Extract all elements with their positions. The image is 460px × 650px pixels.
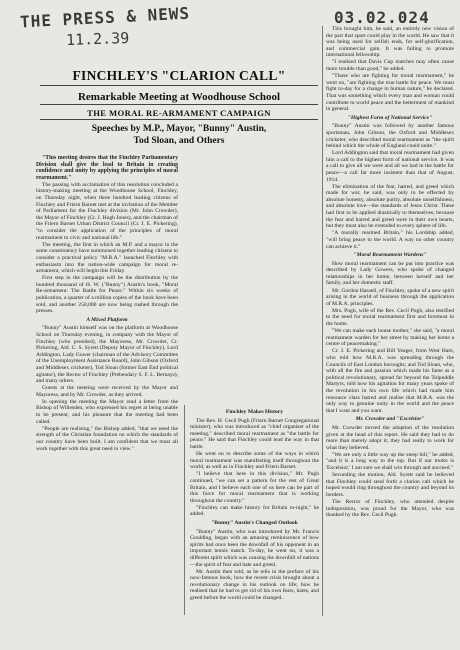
subheading-wardens: "Moral Rearmament Wardens" [353, 252, 427, 259]
paragraph: This brought him, he said, an entirely new vision of the part that sport could play in the world. He saw that it was being used for selfish ends, for self-glorification, and commercial gain. It was failing to promote international fellowship. [326, 26, 454, 59]
handwritten-paper-name: THE PRESS & NEWS [19, 3, 191, 32]
article-column-2 [190, 407, 319, 612]
headline-rule [40, 119, 318, 120]
paragraph: Cr. J. E. Pickering and Bill Yeager, from West Ham, who told how M.R.A. was spreading through the Councils of East London boroughs; and Tod Sloan, who, with all the fire and passion which made his fame as a political revolutionary, spread far beyond the Tolpuddle Martyrs, told how his agitation for many years spoke of the revolution in his own life which had made him renounce class hatred and realise that M.R.A. was the only way to genuine unity in the world and the peace that I want and you want. [326, 348, 454, 414]
paragraph: Lord Addington said that moral rearmament had given him a call to the highest form of national service. It was a call to give all we were and all we had in the battle for peace—a call far more insistent than that of August, 1914. [326, 150, 454, 183]
article-column-3 [326, 26, 454, 616]
paragraph: "Bunny" Austin, who was introduced by Mr. Francis Goulding, began with an amusing reminiscence of how spirits had once been the downfall of his opponent in an important tennis match. To-day, he went on, it was a different spirit which was causing the downfall of nations—the spirit of fear and hate and greed. [190, 528, 319, 568]
article-headline: FINCHLEY'S "CLARION CALL" [72, 68, 286, 83]
paragraph: "We are only a little way up the steep hill," he added, "and it is a long way to the top. But if our motto is 'Excelsior,' I am sure we shall win through and succeed." [326, 451, 454, 471]
paragraph: First step in the campaign will be the distribution by the hundred thousand of H. W. ("Bunny") Austin's book, "Moral Re-armament: The Battle for Peace." Within six weeks of publication, a quarter of a million copies of the book have been sold, and another 250,000 are now being rushed through the presses. [36, 275, 178, 315]
paragraph: "A morally rearmed Britain," his Lordship added, "will bring peace to the world. A way no other country can achieve it." [326, 230, 454, 250]
paragraph: "I believe that here in this division," Mr. Pugh continued, "we can set a pattern for the rest of Great Britain, and I believe each one of us here can be part of this force for moral rearmament that is working throughout the country." [190, 471, 319, 504]
paragraph: "We can make each house mother," she said, "a moral rearmament warden for her street by making her home a centre of peacemaking." [326, 328, 454, 348]
paragraph: The Rector of Finchley, who attended despite indisposition, was proud for the Mayor, who was thanked by the Rev. Cecil Pugh. [326, 498, 454, 519]
subheading-excelsior: Mr. Crowder and "Excelsior" [355, 416, 425, 423]
campaign-heading: THE MORAL RE-ARMAMENT CAMPAIGN [87, 108, 271, 118]
paragraph: "I realised that Davis Cup matches may often cause more trouble than good," he added. [326, 59, 454, 73]
article-subheadline: Remarkable Meeting at Woodhouse School [77, 91, 281, 103]
paragraph: "Bunny" Austin himself was on the platform at Woodhouse School on Thursday evening, in company with the Mayor of Finchley (who presided), the Mayoress, Mr. Crowder, Cr. Pickering, Ald. C. S. Syrett (Deputy Mayor of Finchley), Lord Addington, Lady Gower (chairman of the Advisory Committee of the Unemployment Assistance Board), John Gibson (Oxford and Middlesex cricketer), Tod Sloan (former East End political agitator), the Rector of Finchley (Prebendary S. F. L. Bernays), and many others. [36, 325, 178, 385]
paragraph: "Bunny" Austin was followed by another famous sportsman, John Gibson, the Oxford and Middlesex cricketer, who described moral rearmament as "the spirit behind which the whole of England could unite." [326, 123, 454, 150]
paragraph: The Rev. H. Cecil Pugh (Friern Barnet Congregational minister), who was introduced as "chief organiser of the meeting," described moral rearmament as "the battle for peace." He said that Finchley could lead the way in that battle. [190, 417, 319, 450]
speakers-line-2: Tod Sloan, and Others [133, 136, 225, 146]
speakers-line-1: Speeches by M.P., Mayor, "Bunny" Austin, [91, 124, 267, 134]
headline-rule [40, 104, 318, 105]
paragraph: Mr. Austin then told, as he tells in the preface of his now-famous book, how the recent crisis brought about a revolutionary change in his outlook on life; how he realised that he had to get rid of his own fears, hates, and greed before the world could be changed. [190, 568, 319, 602]
paragraph: "Those who are fighting for moral rearmament," he went on, "are fighting the true battle for peace. We must fight to-day for a change in human nature," he declared. That was something which every man and woman could contribute to world peace and the betterment of mankind in general. [326, 73, 454, 113]
paragraph: Mr. Gordon Hassell, of Finchley, spoke of a new spirit arising in the world of business through the application of M.R.A. principles. [326, 287, 454, 307]
paragraph: How moral rearmament can be put into practice was described by Lady Gowers, who spoke of changed relationships in her home, between herself and her family, and her domestic staff. [326, 260, 454, 287]
article-lead-resolution: "This meeting desires that the Finchley Parliamentary Division shall give the lead to Britain in creating confidence and unity by applying the principles of moral rearmament." [36, 155, 178, 181]
subheading-austin-outlook: "Bunny" Austin's Changed Outlook [211, 520, 298, 526]
subheading-mixed-platform: A Mixed Platform [86, 316, 128, 323]
article-column-1 [36, 155, 178, 618]
paragraph: Mr. Crowder moved the adoption of the resolution given at the head of this report. He said they had to do more than merely adopt it; they had really to work for what they believed. [326, 424, 454, 451]
handwritten-archive-date: 03.02.024 [334, 8, 430, 27]
paragraph: Seconding the motion, Ald. Syrett said he believed that Finchley could send forth a clarion call which he hoped would ring throughout the country and beyond its borders. [326, 472, 454, 498]
speakers-heading [36, 123, 322, 147]
headline-rule [40, 85, 318, 86]
paragraph: "Finchley can make history for Britain to-night," he added. [190, 504, 319, 518]
paragraph: The elimination of the fear, hatred, and greed which made for war, he said, was only to be effected by absolute honesty, absolute purity, absolute unselfishness, and absolute love—the standards of Jesus Christ. These had first to be applied drastically to themselves; because the fear and hatred and greed were in their own hearts, but they must also be extended to every sphere of life. [326, 183, 454, 230]
paragraph: In opening the meeting the Mayor read a letter from the Bishop of Willesden, who expressed his regret at being unable to be present, and his pleasure that the meeting had been called. [36, 398, 178, 425]
subheading-finchley-makes-history: Finchley Makes History [225, 409, 284, 415]
paragraph: Mrs. Pugh, wife of the Rev. Cecil Pugh, also testified to the need for moral rearmament first and foremost in the home. [326, 307, 454, 328]
subheading-national-service: "Highest Form of National Service" [347, 114, 433, 121]
paragraph: "People are realising," the Bishop added, "that we need the strength of the Christian foundation on which the standards of our country have been built. I am confident that we must all work together with this great need in view." [36, 425, 178, 452]
handwritten-date: 11.2.39 [65, 28, 130, 50]
paragraph: The meeting, the first in which an M.P. and a mayor in the same constituency have summoned together leading citizens to consider a practical policy "M.R.A." launched Finchley with enthusiasm into the nation-wide campaign for moral re-armament, which will begin this Friday. [36, 241, 178, 275]
paragraph: The passing with acclamation of this resolution concluded a history-making meeting at the Woodhouse School, Finchley, on Thursday night, when three hundred leading citizens of Finchley and Friern Barnet met at the invitation of the Member of Parliament for the Finchley division (Mr. John Crowder), the Mayor of Finchley (Cr. J. Hugh Jones), and the chairman of the Friern Barnet Urban District Council (Cr. J. E. Pickering), "to consider the application of the principles of moral rearmament to civic and national life." [36, 181, 178, 241]
paragraph: He went on to describe some of the ways in which moral rearmament was manifesting itself throughout the world, as well as in Finchley and Friern Barnet. [190, 451, 319, 471]
paragraph: Guests at the meeting were received by the Mayor and Mayoress, and by Mr. Crowder, as they arrived. [36, 385, 178, 398]
column-divider [322, 26, 323, 616]
column-divider [184, 405, 185, 615]
